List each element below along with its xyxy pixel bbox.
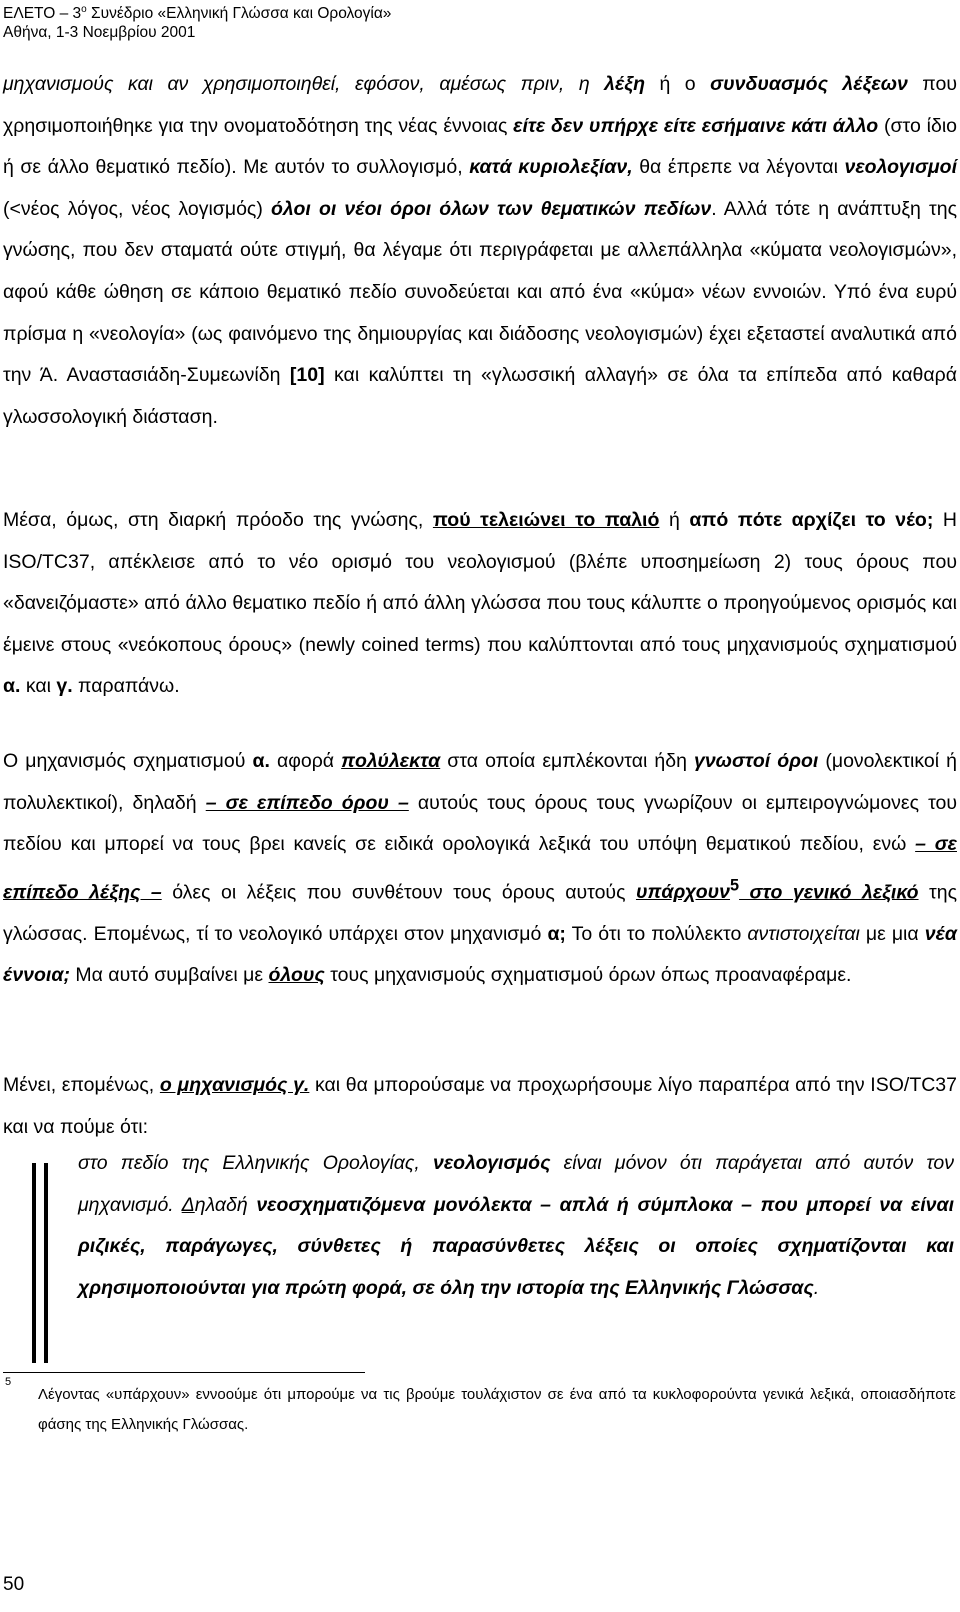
paragraph-neologisms: μηχανισμούς και αν χρησιμοποιηθεί, εφόσον, αμέσως πριν, η λέξη ή ο συνδυασμός λέξεων που χρησιμοποιήθηκε για την ονοματοδότηση της νέας έννοιας είτε δεν υπήρχε είτε εσήμαινε κάτι άλλο (στο ίδιο ή σε άλλο θεματικό πεδίο). Με αυτόν το συλλογισμό, κατά κυριολεξίαν, θα έπρεπε να λέγονται νεολογισμοί (<νέος λόγος, νέος λογισμός) όλοι οι νέοι όροι όλων των θεματικών πεδίων. Αλλά τότε η ανάπτυξη της γνώσης, που δεν σταματά ούτε στιγμή, θα λέγαμε ότι περιγράφεται με αλλεπάλληλα «κύματα νεολογισμών», αφού κάθε ώθηση σε κάποιο θεματικό πεδίο συνοδεύεται και από ένα «κύμα» νέων εννοιών. Υπό ένα ευρύ πρίσμα η «νεολογία» (ως φαινόμενο της δημιουργίας και διάδοσης νεολογισμών) έχει εξεταστεί αναλυτικά από την Ά. Αναστασιάδη-Συμεωνίδη [10] και καλύπτει τη «γλωσσική αλλαγή» σε όλα τα επίπεδα από καθαρά γλωσσολογική διάσταση. bbox=[3, 73, 958, 428]
footnote-text: Λέγοντας «υπάρχουν» εννοούμε ότι μπορούμε να τις βρούμε τουλάχιστον σε ένα από τα κυκλοφορούντα γενικά λεξικά, οποιασδήποτε φάσης της Ελληνικής Γλώσσας. bbox=[38, 1386, 956, 1433]
quote-bar-right bbox=[44, 1163, 48, 1363]
header-date: Αθήνα, 1-3 Νοεμβρίου 2001 bbox=[3, 24, 196, 42]
paragraph-mechanism-c: Μένει, επομένως, ο μηχανισμός γ. και θα μπορούσαμε να προχωρήσουμε λίγο παραπέρα από την ISO/TC37 και να πούμε ότι: bbox=[3, 1074, 957, 1138]
footnote-divider bbox=[3, 1372, 365, 1373]
paragraph-mechanism-a: Ο μηχανισμός σχηματισμού α. αφορά πολύλεκτα στα οποία εμπλέκονται ήδη γνωστοί όροι (μονολεκτικοί ή πολυλεκτικοί), δηλαδή – σε επίπεδο όρου – αυτούς τους όρους τους γνωρίζουν οι εμπειρογνώμονες του πεδίου και μπορεί να τους βρει κανείς σε ειδικά ορολογικά λεξικά του υπόψη θεματικού πεδίου, ενώ – σε επίπεδο λέξης – όλες οι λέξεις που συνθέτουν τους όρους αυτούς υπάρχουν$^5$ στο γενικό λεξικό της γλώσσας. Επομένως, τί το νεολογικό υπάρχει στον μηχανισμό α; Το ότι το πολύλεκτο αντιστοιχείται με μια νέα έννοια; Μα αυτό συμβαίνει με όλους τους μηχανισμούς σχηματισμού όρων όπως προαναφέραμε. bbox=[3, 750, 958, 987]
paragraph-iso-tc37: Μέσα, όμως, στη διαρκή πρόοδο της γνώσης, πού τελειώνει το παλιό ή από πότε αρχίζει το νέο; Η ISO/TC37, απέκλεισε από το νέο ορισμό του νεολογισμού (βλέπε υποσημείωση 2) τους όρους που «δανειζόμαστε» από άλλο θεματικο πεδίο ή από άλλη γλώσσα που τους κάλυπτε ο προηγούμενος ορισμός και έμεινε στους «νεόκοπους όρους» (newly coined terms) που καλύπτονται από τους μηχανισμούς σχηματισμού α. και γ. παραπάνω. bbox=[3, 509, 957, 698]
page-header bbox=[3, 0, 391, 42]
header-conference: ΕΛΕΤΟ – $3^o$ Συνέδριο «Ελληνική Γλώσσα και Ορολογία» bbox=[3, 4, 392, 23]
quote-block: στο πεδίο της Ελληνικής Ορολογίας, νεολογισμός είναι μόνον ότι παράγεται από αυτόν τον μηχανισμό. Δηλαδή νεοσχηματιζόμενα μονόλεκτα – απλά ή σύμπλοκα – που μπορεί να είναι ριζικές, παράγωγες, σύνθετες ή παρασύνθετες λέξεις οι οποίες σχηματίζονται και χρησιμοποιούνται για πρώτη φορά, σε όλη την ιστορία της Ελληνικής Γλώσσας. bbox=[78, 1152, 954, 1299]
page-number: 50 bbox=[3, 1574, 25, 1595]
footnote-number: 5 bbox=[5, 1376, 12, 1388]
quote-bar-left bbox=[32, 1163, 36, 1363]
